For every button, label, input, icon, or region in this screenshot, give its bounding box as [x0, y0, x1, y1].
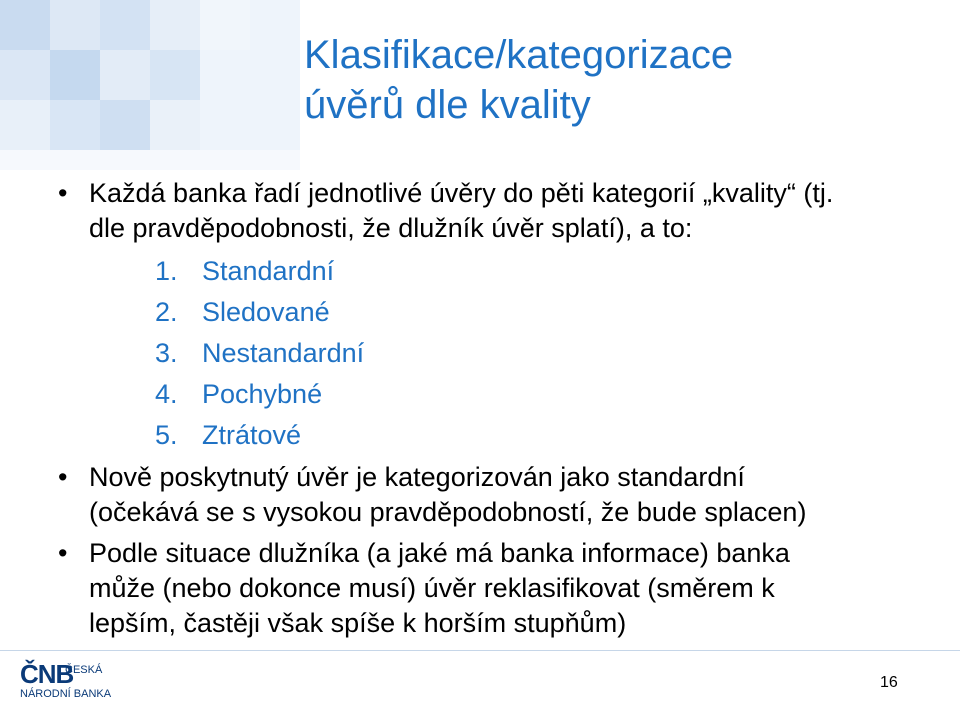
bullet-marker: • [58, 538, 68, 568]
category-label: Standardní [202, 256, 335, 286]
category-item-1 [155, 254, 334, 289]
page-number: 16 [880, 674, 898, 691]
title-line-1: Klasifikace/kategorizace [304, 33, 734, 77]
category-item-5 [155, 418, 301, 453]
bullet-line: Každá banka řadí jednotlivé úvěry do pěti kategorií „kvality“ (tj. [89, 178, 834, 208]
footer-divider [0, 650, 960, 651]
category-item-3 [155, 336, 364, 371]
category-number: 5. [155, 420, 178, 450]
logo-text-line-2: NÁRODNÍ BANKA [20, 688, 112, 700]
bullet-line: může (nebo dokonce musí) úvěr reklasifikovat (směrem k [89, 573, 775, 603]
bullet-line: dle pravděpodobnosti, že dlužník úvěr splatí), a to: [89, 213, 693, 243]
category-label: Pochybné [202, 379, 323, 409]
category-item-4 [155, 377, 322, 412]
slide-title [304, 30, 733, 130]
logo-text-line-1: ČESKÁ [65, 664, 103, 676]
title-line-2: úvěrů dle kvality [304, 83, 591, 127]
logo-mark: ČNB [20, 659, 74, 689]
bullet-line: Podle situace dlužníka (a jaké má banka informace) banka [89, 538, 790, 568]
category-number: 1. [155, 256, 178, 286]
category-number: 2. [155, 297, 178, 327]
category-label: Ztrátové [202, 420, 302, 450]
bullet-line: lepším, častěji však spíše k horším stupňům) [89, 608, 627, 638]
category-number: 4. [155, 379, 178, 409]
category-label: Sledované [202, 297, 330, 327]
category-label: Nestandardní [202, 338, 365, 368]
bullet-marker: • [58, 178, 68, 208]
category-item-2 [155, 295, 330, 330]
decorative-mosaic [0, 0, 300, 170]
category-number: 3. [155, 338, 178, 368]
bullet-line: Nově poskytnutý úvěr je kategorizován jako standardní [89, 462, 745, 492]
bullet-marker: • [58, 462, 68, 492]
bullet-line: (očekává se s vysokou pravděpodobností, že bude splacen) [89, 497, 807, 527]
